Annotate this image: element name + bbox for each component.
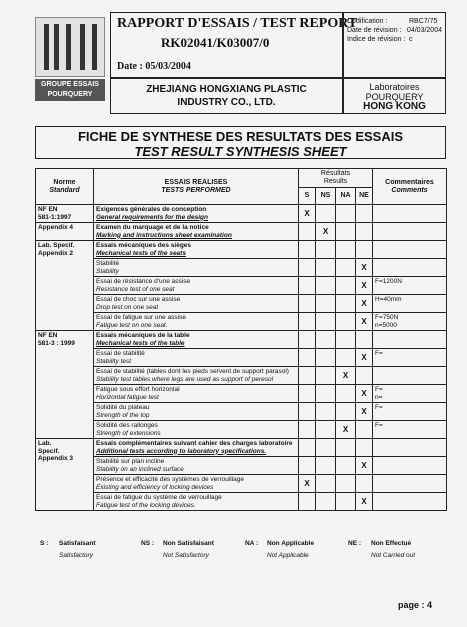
codification-box: Codification : RBC7/75 Date de révision : 04/03/2004 Indice de révision : c: [343, 12, 446, 78]
table-row: Présence et efficacité des systèmes de verrouillage Existing and efficiency of locking devices X: [36, 475, 447, 493]
report-title-box: [110, 12, 358, 78]
company-logo: [35, 17, 105, 77]
header-tests: ESSAIS REALISES TESTS PERFORMED: [94, 169, 299, 205]
table-row: Solidité du plateau Strength of the top X F=: [36, 403, 447, 421]
table-row: NF EN 581-1:1997 Exigences générales de conception General requirements for the design X: [36, 205, 447, 223]
table-header-subrow: S NS NA NE: [36, 188, 447, 205]
report-date: Date : 05/03/2004: [117, 61, 191, 72]
group-name: GROUPE ESSAIS POURQUERY: [35, 79, 105, 101]
synthesis-title: FICHE DE SYNTHESE DES RESULTATS DES ESSAIS TEST RESULT SYNTHESIS SHEET: [35, 126, 446, 159]
laboratory-box: Laboratoires POURQUERY HONG KONG: [343, 78, 446, 114]
header-results: Résultats Results: [299, 169, 373, 188]
table-row: Stabilité sur plan incline Stability on an inclined surface X: [36, 457, 447, 475]
table-row: Essai de fatigue du système de verrouillage Fatigue test of the locking devices. X: [36, 493, 447, 511]
table-row: Essai de fatigue sur une assise Fatigue test on one seat. X F=750N n=5000: [36, 313, 447, 331]
results-table: [35, 168, 447, 511]
client-company: ZHEJIANG HONGXIANG PLASTIC INDUSTRY CO., LTD.: [110, 78, 343, 114]
table-row: Essai de choc sur une assise Drop test on one seat X H=40mm: [36, 295, 447, 313]
header-standard: Norme Standard: [36, 169, 94, 205]
page-number: page : 4: [398, 600, 433, 610]
table-row: Essai de stabilité Stability test X F=: [36, 349, 447, 367]
report-title: RAPPORT D'ESSAIS / TEST REPORT: [117, 16, 358, 31]
table-row: NF EN 581-3 : 1999 Essais mécaniques de la table Mechanical tests of the table: [36, 331, 447, 349]
report-number: RK02041/K03007/0: [161, 35, 270, 50]
table-row: Fatigue sous effort horizontal Horizontal fatigue test X F= n=: [36, 385, 447, 403]
table-row: Essai de résistance d'une assise Resistance test of one seat X F=1200N: [36, 277, 447, 295]
table-row: Lab. Specif. Appendix 2 Essais mécaniques des sièges Mechanical tests of the seats: [36, 241, 447, 259]
table-row: Essai de stabilité (tables dont les pieds servent de support parasol) Stability test tables where legs are used as support of peresol X: [36, 367, 447, 385]
table-row: Appendix 4 Examen du marquage et de la notice Marking and instructions sheet examination X: [36, 223, 447, 241]
table-row: Stabilité Stability X: [36, 259, 447, 277]
table-header-row: [36, 169, 447, 188]
header-comments: Commentaires Comments: [373, 169, 447, 205]
table-row: Solidité des rallonges Strength of extensions X F=: [36, 421, 447, 439]
table-row: Lab. Specif. Appendix 3 Essais complémentaires suivant cahier des charges laboratoire Additional tests according to laboratory specifications.: [36, 439, 447, 457]
